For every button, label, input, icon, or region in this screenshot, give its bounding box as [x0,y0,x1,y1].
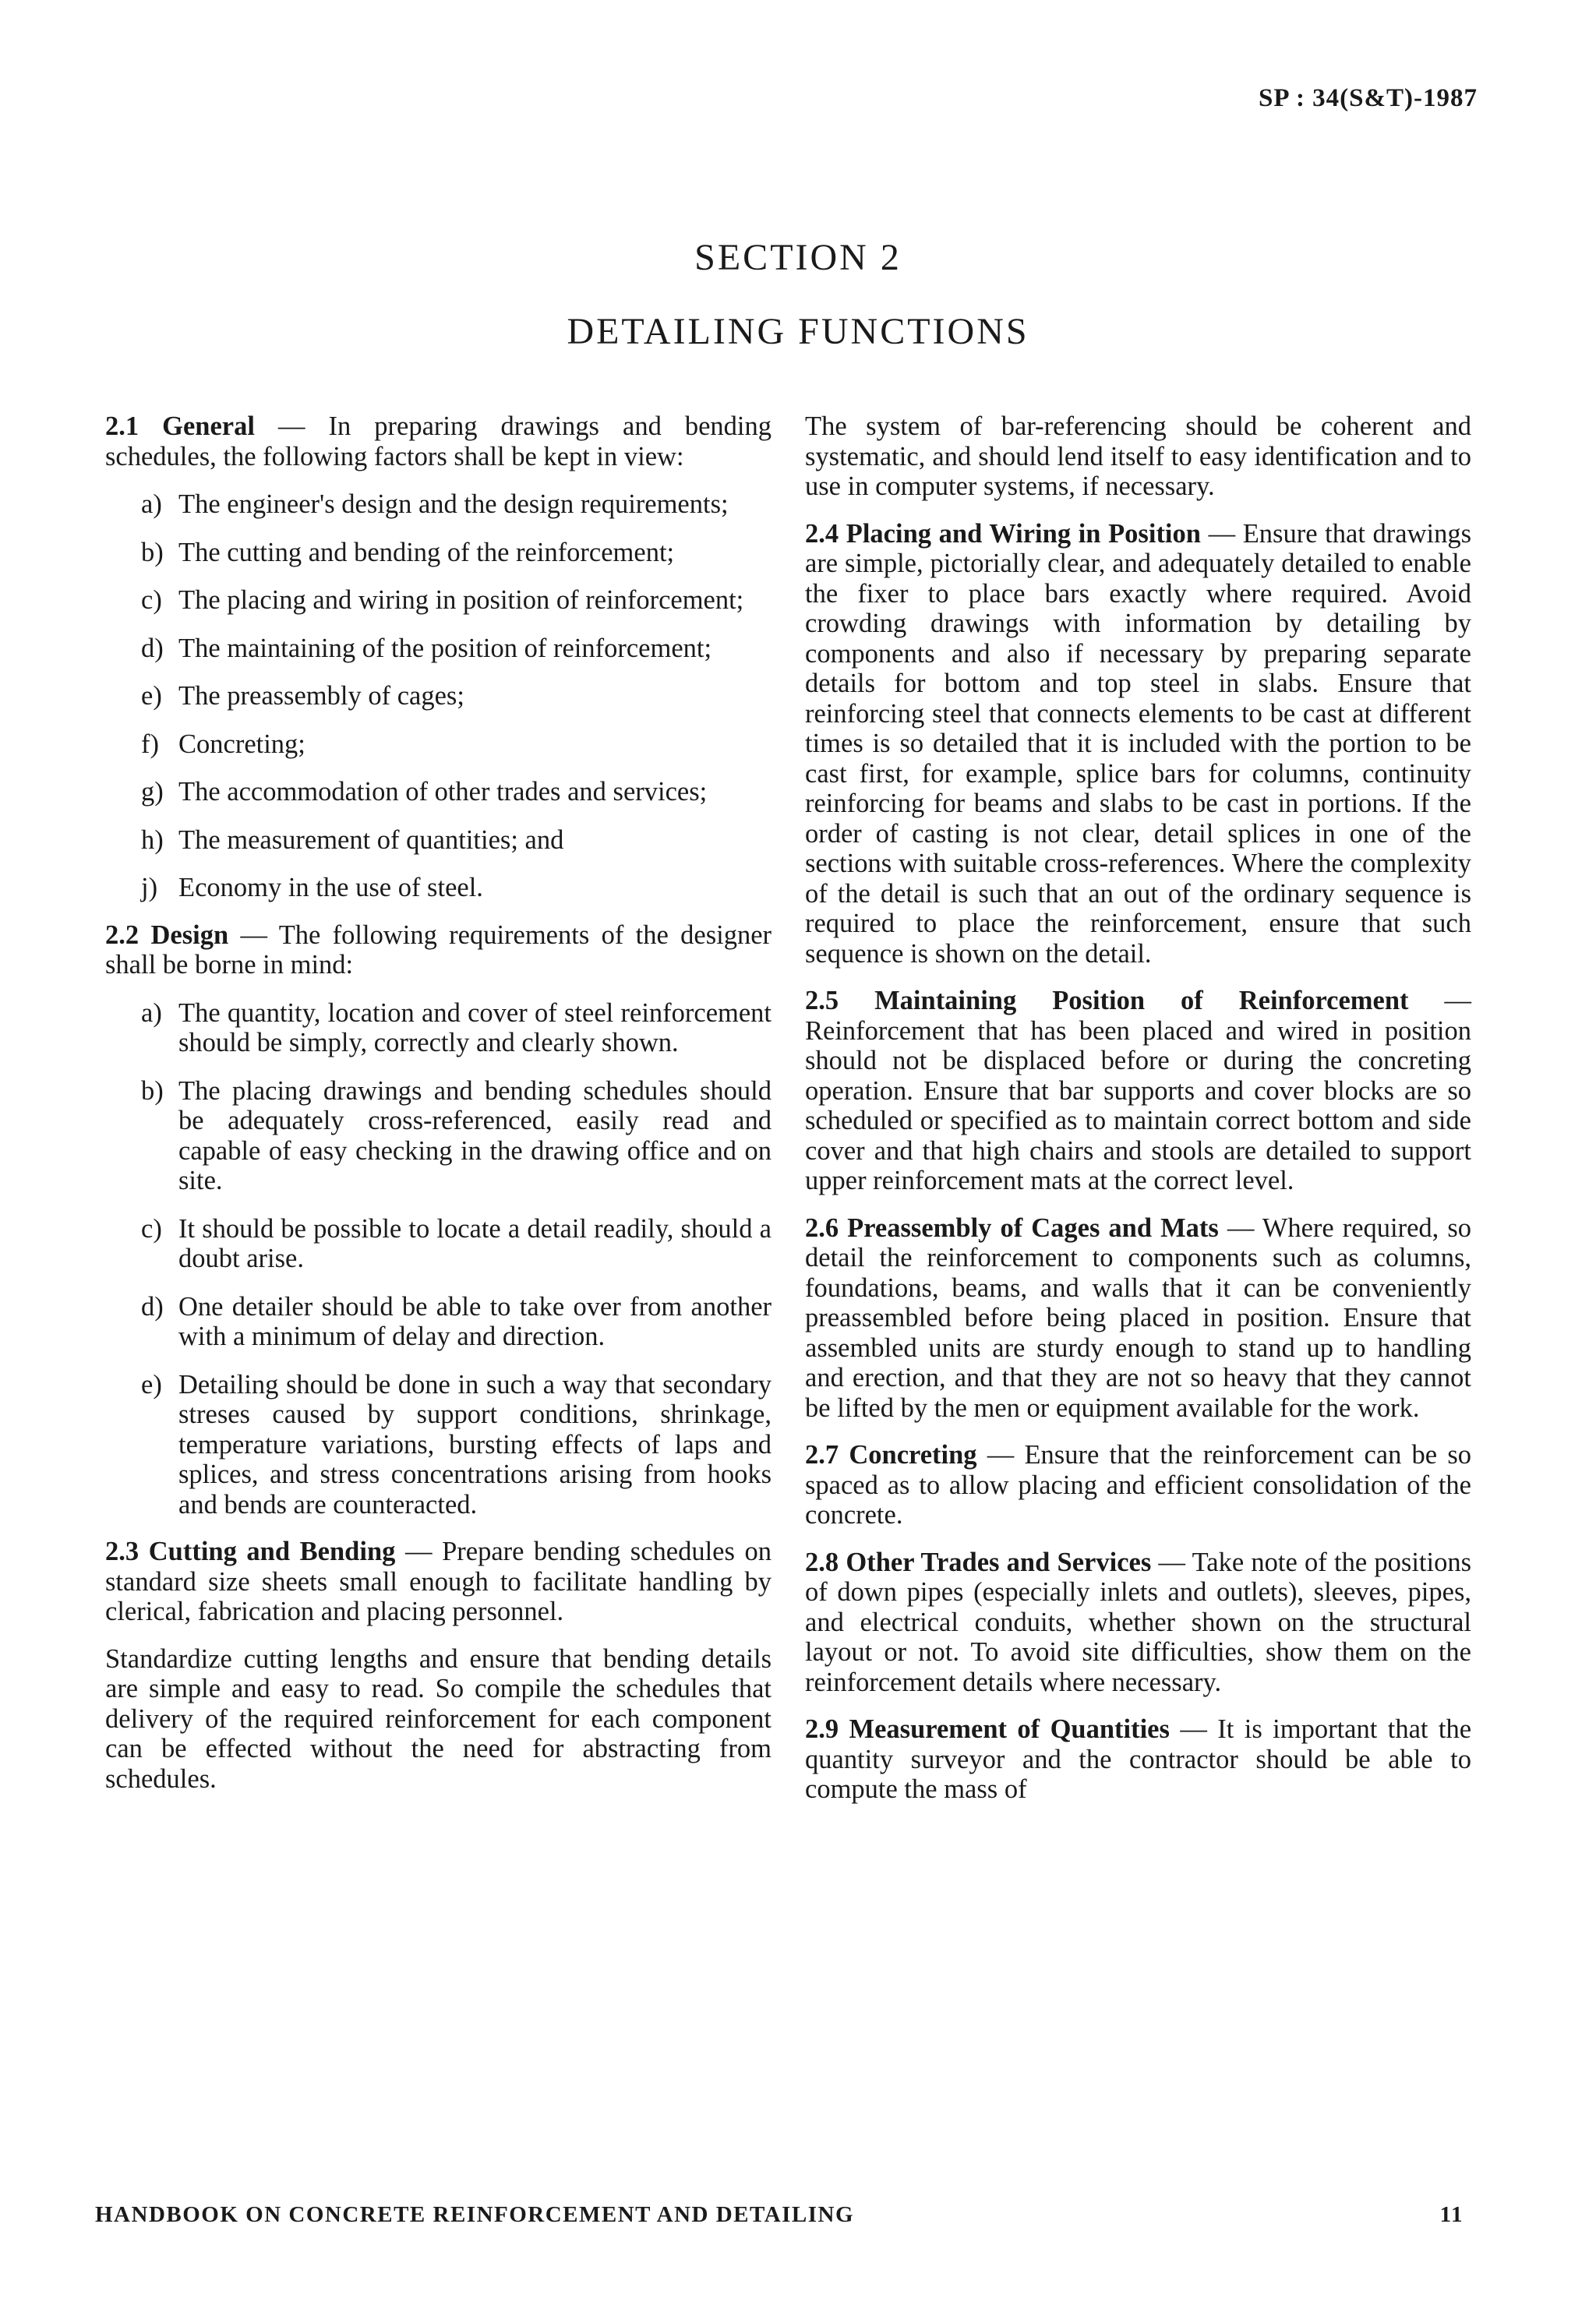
list-item: c) The placing and wiring in position of reinforcement; [141,585,744,615]
list-item: g) The accommodation of other trades and services; [141,777,708,807]
clause-2-6 [805,1213,1471,1424]
list-item: h) The measurement of quantities; and [141,824,564,855]
clause-text: Where required, so detail the reinforcement to components such as columns, foundations, beams, and walls that it can be conveniently preassembled before being placed in position. Ensure that assembled units are sturdy enough to stand up to handling and erection, and that they are not so heavy that they cannot be lifted by the men or equipment available for the work. [805,1213,1472,1423]
dash: — [1408,986,1472,1015]
clause-heading: Other Trades and Services [846,1547,1152,1577]
dash: — [254,411,329,441]
clause-text: The following requirements of the designer shall be borne in mind: [105,920,772,980]
clause-number: 2.2 [105,920,139,950]
clause-text: It is important that the quantity surveyor and the contractor should be able to compute the mass of [805,1714,1472,1804]
clause-2-1 [105,411,772,471]
clause-heading: Design [150,920,229,950]
clause-heading: Maintaining Position of Reinforcement [874,986,1409,1015]
dash: — [1169,1714,1218,1744]
clause-number: 2.1 [105,411,139,441]
clause-2-5 [805,986,1471,1196]
clause-heading: Measurement of Quantities [849,1714,1170,1744]
clause-2-3 [105,1537,772,1627]
list-item: e) The preassembly of cages; [141,681,464,711]
clause-text: Ensure that the reinforcement can be so spaced as to allow placing and efficient consolidation of the concrete. [805,1440,1472,1530]
dash: — [395,1537,443,1566]
clause-heading: Cutting and Bending [148,1537,396,1566]
clause-2-7 [805,1440,1471,1530]
list-item: a) The quantity, location and cover of steel reinforcement should be simply, correctly and clearly shown. [141,997,772,1057]
design-requirements-list [105,998,772,1520]
document-code: SP : 34(S&T)-1987 [1259,84,1478,112]
list-item: d) The maintaining of the position of reinforcement; [141,633,712,663]
handbook-title: HANDBOOK ON CONCRETE REINFORCEMENT AND DETAILING [95,2202,855,2227]
section-title: DETAILING FUNCTIONS [567,311,1029,352]
clause-number: 2.5 [805,986,839,1015]
dash: — [1218,1213,1262,1243]
clause-number: 2.4 [805,518,839,549]
dash: — [1200,518,1243,549]
factors-list [105,489,772,903]
clause-heading: Preassembly of Cages and Mats [847,1213,1219,1243]
list-item: a) The engineer's design and the design requirements; [141,489,729,519]
clause-text: Take note of the positions of down pipes (especially inlets and outlets), sleeves, pipes, and electrical conduits, whether shown on the structural layout or not. To avoid site difficulties, show them on the reinforcement details where necessary. [805,1547,1471,1697]
dash: — [976,1440,1025,1470]
clause-number: 2.7 [805,1440,839,1470]
clause-number: 2.8 [805,1547,839,1577]
clause-number: 2.9 [805,1714,839,1744]
list-item: b) The cutting and bending of the reinforcement; [141,537,675,567]
page-number: 11 [1439,2202,1464,2227]
list-item: e) Detailing should be done in such a way that secondary streses caused by support conditions, shrinkage, temperature variations, bursting effects of laps and splices, and stress concentrations arising from hooks and bends are counteracted. [141,1369,772,1520]
clause-heading: Placing and Wiring in Position [846,518,1201,549]
dash: — [228,920,279,950]
list-item: f) Concreting; [141,729,305,759]
list-item: j) Economy in the use of steel. [141,873,483,902]
page-footer [95,2202,1464,2228]
right-column [805,411,1471,1805]
list-item: d) One detailer should be able to take over from another with a minimum of delay and direction. [141,1291,772,1351]
section-number: SECTION 2 [694,237,902,278]
clause-2-9 [805,1714,1471,1805]
clause-2-2 [105,920,772,980]
list-item: c) It should be possible to locate a detail readily, should a doubt arise. [141,1213,772,1273]
clause-text: Ensure that drawings are simple, pictorially clear, and adequately detailed to enable the fixer to place bars exactly where required. Avoid crowding drawings with information by detailing by components and also if necessary by preparing separate details for bottom and top steel in slabs. Ensure that reinforcing steel that connects elements to be cast at different times is so detailed that it is included with the portion to be cast first, for example, splice bars for columns, continuity reinforcing for beams and slabs to be cast in portions. If the order of casting is not clear, detail splices in one of the sections with suitable cross-references. Where the complexity of the detail is such that an out of the ordinary sequence is required to place the reinforcement, ensure that such sequence is shown on the detail. [805,518,1472,969]
left-column [105,411,772,1794]
clause-text: Prepare bending schedules on standard size sheets small enough to facilitate handling by clerical, fabrication and placing personnel. [105,1537,772,1626]
paragraph: The system of bar-referencing should be coherent and systematic, and should lend itself to easy identification and to use in computer systems, if necessary. [805,411,1471,501]
clause-heading: General [162,411,255,441]
clause-heading: Concreting [849,1440,977,1470]
paragraph: Standardize cutting lengths and ensure that bending details are simple and easy to read. So compile the schedules that delivery of the required reinforcement for each component can be effected without the need for abstracting from schedules. [105,1643,772,1794]
clause-number: 2.3 [105,1537,139,1566]
clause-number: 2.6 [805,1213,839,1243]
clause-2-8 [805,1548,1471,1698]
clause-text: In preparing drawings and bending schedules, the following factors shall be kept in view: [105,411,772,471]
clause-text: Reinforcement that has been placed and wired in position should not be displaced before or during the concreting operation. Ensure that bar supports and cover blocks are so scheduled or specified as to maintain correct bottom and side cover and that high chairs and stools are detailed to support upper reinforcement mats at the correct level. [805,1015,1471,1195]
list-item: b) The placing drawings and bending schedules should be adequately cross-referenced, easily read and capable of easy checking in the drawing office and on site. [141,1075,772,1195]
dash: — [1151,1547,1192,1577]
clause-2-4 [805,519,1471,969]
